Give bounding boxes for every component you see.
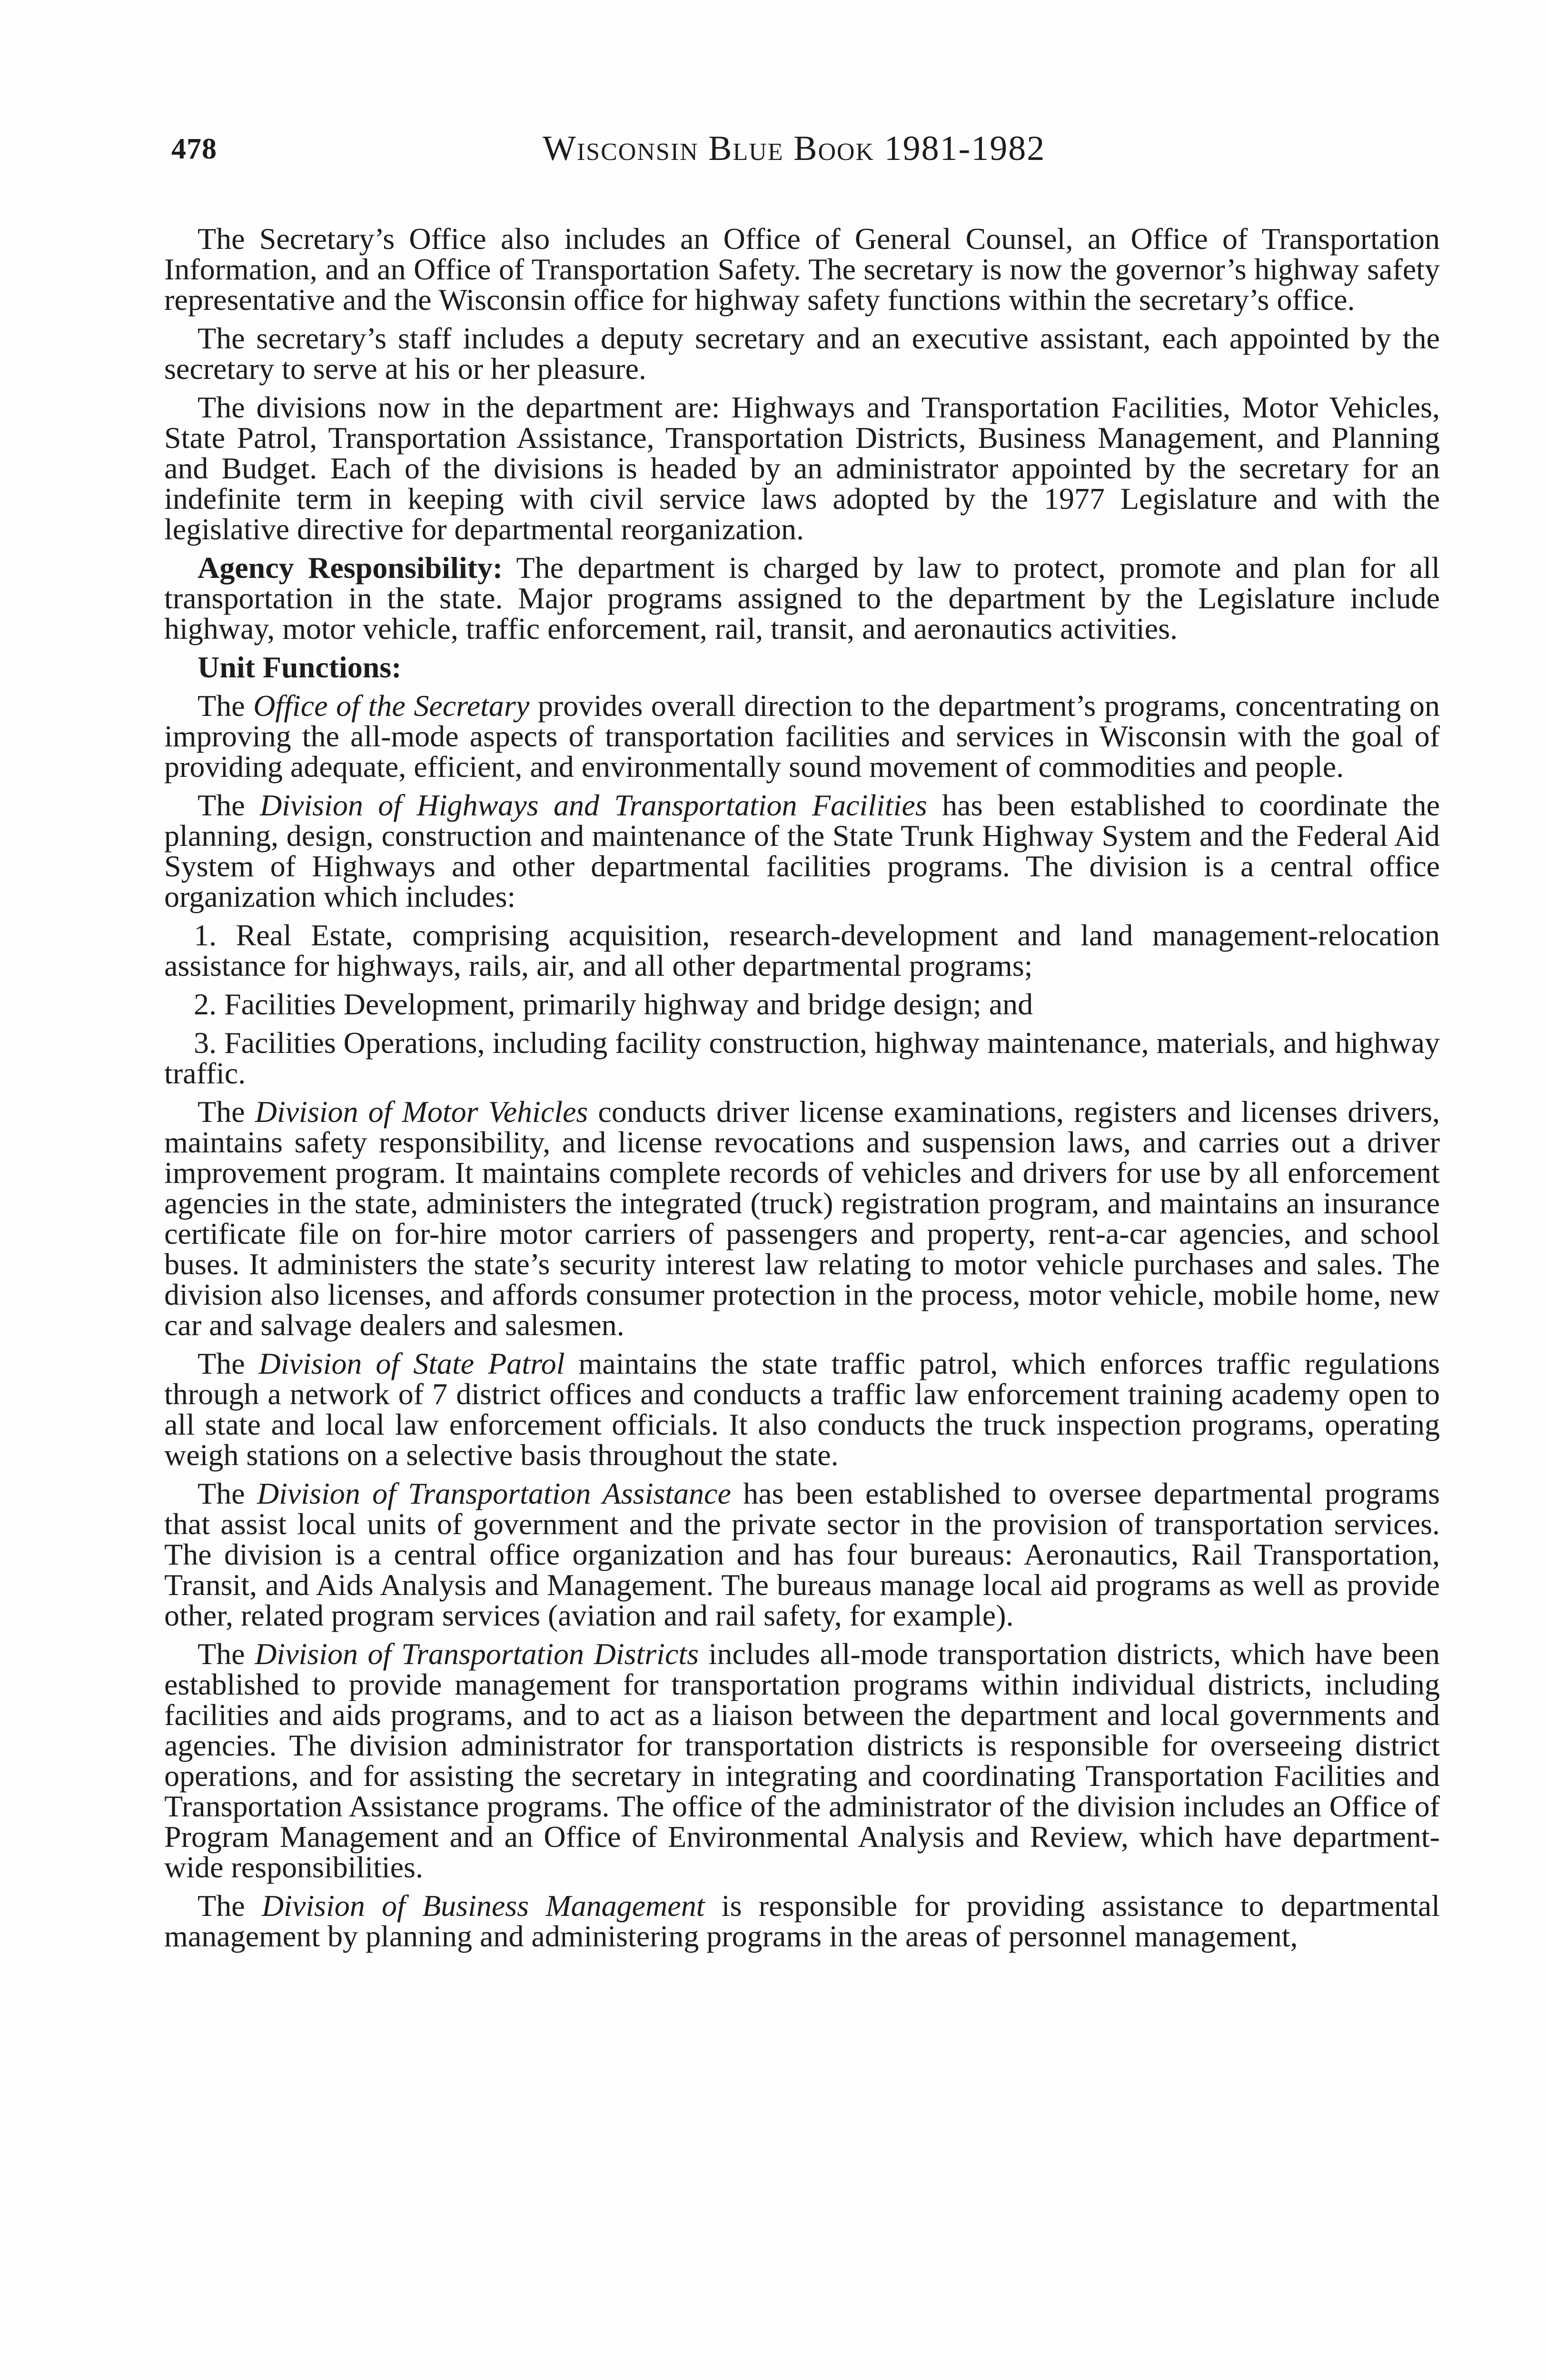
paragraph-transportation-districts-division <box>164 1639 1440 1883</box>
paragraph-text: The department is charged by law to protect, promote and plan for all transportation in the state. Major programs assigned to the department by the Legislature include highway, motor vehicle, traffic enforcement, rail, transit, and aeronautics activities. <box>164 551 1440 645</box>
paragraph-business-management-division <box>164 1891 1440 1952</box>
paragraph-text: provides overall direction to the department’s programs, concentrating on improving the all-mode aspects of transportation facilities and services in Wisconsin with the goal of providing adequate, efficient, and environmentally sound movement of commodities and people. <box>164 689 1440 783</box>
unit-name: Division of State Patrol <box>258 1347 565 1380</box>
page-number: 478 <box>171 133 217 165</box>
list-item-real-estate: 1. Real Estate, comprising acquisition, research-development and land management-relocation assistance for highways, rails, air, and all other departmental programs; <box>164 918 1440 982</box>
paragraph-prefix: The <box>198 1889 262 1923</box>
paragraph-prefix: The <box>198 1637 255 1671</box>
running-head: Wisconsin Blue Book 1981-1982 <box>543 129 1046 168</box>
unit-name: Division of Highways and Transportation Facilities <box>259 788 927 822</box>
paragraph-text: The secretary’s staff includes a deputy secretary and an executive assistant, each appointed by the secretary to serve at his or her pleasure. <box>164 321 1440 386</box>
unit-name: Division of Business Management <box>261 1889 705 1923</box>
paragraph-motor-vehicles-division <box>164 1097 1440 1340</box>
list-item-facilities-development: 2. Facilities Development, primarily highway and bridge design; and <box>194 987 1033 1021</box>
body-text <box>164 224 1440 1960</box>
paragraph-prefix: The <box>198 1477 257 1510</box>
paragraph-secretary-office <box>164 224 1440 315</box>
paragraph-text: conducts driver license examinations, registers and licenses drivers, maintains safety responsibility, and license revocations and suspension laws, and carries out a driver improvement program. It maintains complete records of vehicles and drivers for use by all enforcement agencies in the state, administers the integrated (truck) registration program, and maintains an insurance certificate file on for-hire motor carriers of passengers and property, rent-a-car agencies, and school buses. It administers the state’s security interest law relating to motor vehicle purchases and sales. The division also licenses, and affords consumer protection in the process, motor vehicle, mobile home, new car and salvage dealers and salesmen. <box>164 1095 1440 1342</box>
paragraph-highways-division <box>164 790 1440 912</box>
paragraph-prefix: The <box>198 689 254 723</box>
agency-responsibility-heading: Agency Responsibility: <box>198 551 503 585</box>
paragraph-text: is responsible for providing assistance to departmental management by planning and administering programs in the areas of personnel management, <box>164 1889 1440 1953</box>
list-item-facilities-operations: 3. Facilities Operations, including facility construction, highway maintenance, materials, and highway traffic. <box>164 1026 1440 1090</box>
paragraph-state-patrol-division <box>164 1349 1440 1470</box>
paragraph-prefix: The <box>198 1095 255 1129</box>
paragraph-text: has been established to coordinate the planning, design, construction and maintenance of the State Trunk Highway System and the Federal Aid System of Highways and other departmental facilities programs. The division is a central office organization which includes: <box>164 788 1440 913</box>
paragraph-agency-responsibility <box>164 553 1440 644</box>
paragraph-text: The Secretary’s Office also includes an Office of General Counsel, an Office of Transportation Information, and an Office of Transportation Safety. The secretary is now the governor’s highway safety representative and the Wisconsin office for highway safety functions within the secretary’s office. <box>164 222 1440 317</box>
paragraph-divisions <box>164 392 1440 545</box>
unit-name: Division of Transportation Assistance <box>257 1477 731 1510</box>
paragraph-secretary-staff <box>164 323 1440 384</box>
paragraph-prefix: The <box>198 788 260 822</box>
unit-name: Division of Motor Vehicles <box>255 1095 588 1129</box>
page-header <box>171 119 1437 186</box>
paragraph-text: maintains the state traffic patrol, which enforces traffic regulations through a network of 7 district offices and conducts a traffic law enforcement training academy open to all state and local law enforcement officials. It also conducts the truck inspection programs, operating weigh stations on a selective basis throughout the state. <box>164 1347 1440 1472</box>
unit-name: Office of the Secretary <box>253 689 530 723</box>
unit-functions-heading: Unit Functions: <box>198 650 402 684</box>
unit-name: Division of Transportation Districts <box>255 1637 699 1671</box>
paragraph-text: has been established to oversee departmental programs that assist local units of government and the private sector in the provision of transportation services. The division is a central office organization and has four bureaus: Aeronautics, Rail Transportation, Transit, and Aids Analysis and Management. The bureaus manage local aid programs as well as provide other, related program services (aviation and rail safety, for example). <box>164 1477 1440 1632</box>
paragraph-transportation-assistance-division <box>164 1478 1440 1631</box>
paragraph-prefix: The <box>198 1347 259 1380</box>
paragraph-text: includes all-mode transportation districts, which have been established to provide management for transportation programs within individual districts, including facilities and aids programs, and to act as a liaison between the department and local governments and agencies. The division administrator for transportation districts is responsible for overseeing district operations, and for assisting the secretary in integrating and coordinating Transportation Facilities and Transportation Assistance programs. The office of the administrator of the division includes an Office of Program Management and an Office of Environmental Analysis and Review, which have department-wide responsibilities. <box>164 1637 1440 1884</box>
paragraph-text: The divisions now in the department are: Highways and Transportation Facilities, Motor Vehicles, State Patrol, Transportation Assistance, Transportation Districts, Business Management, and Planning and Budget. Each of the divisions is headed by an administrator appointed by the secretary for an indefinite term in keeping with civil service laws adopted by the 1977 Legislature and with the legislative directive for departmental reorganization. <box>164 390 1440 546</box>
paragraph-office-of-secretary <box>164 691 1440 782</box>
